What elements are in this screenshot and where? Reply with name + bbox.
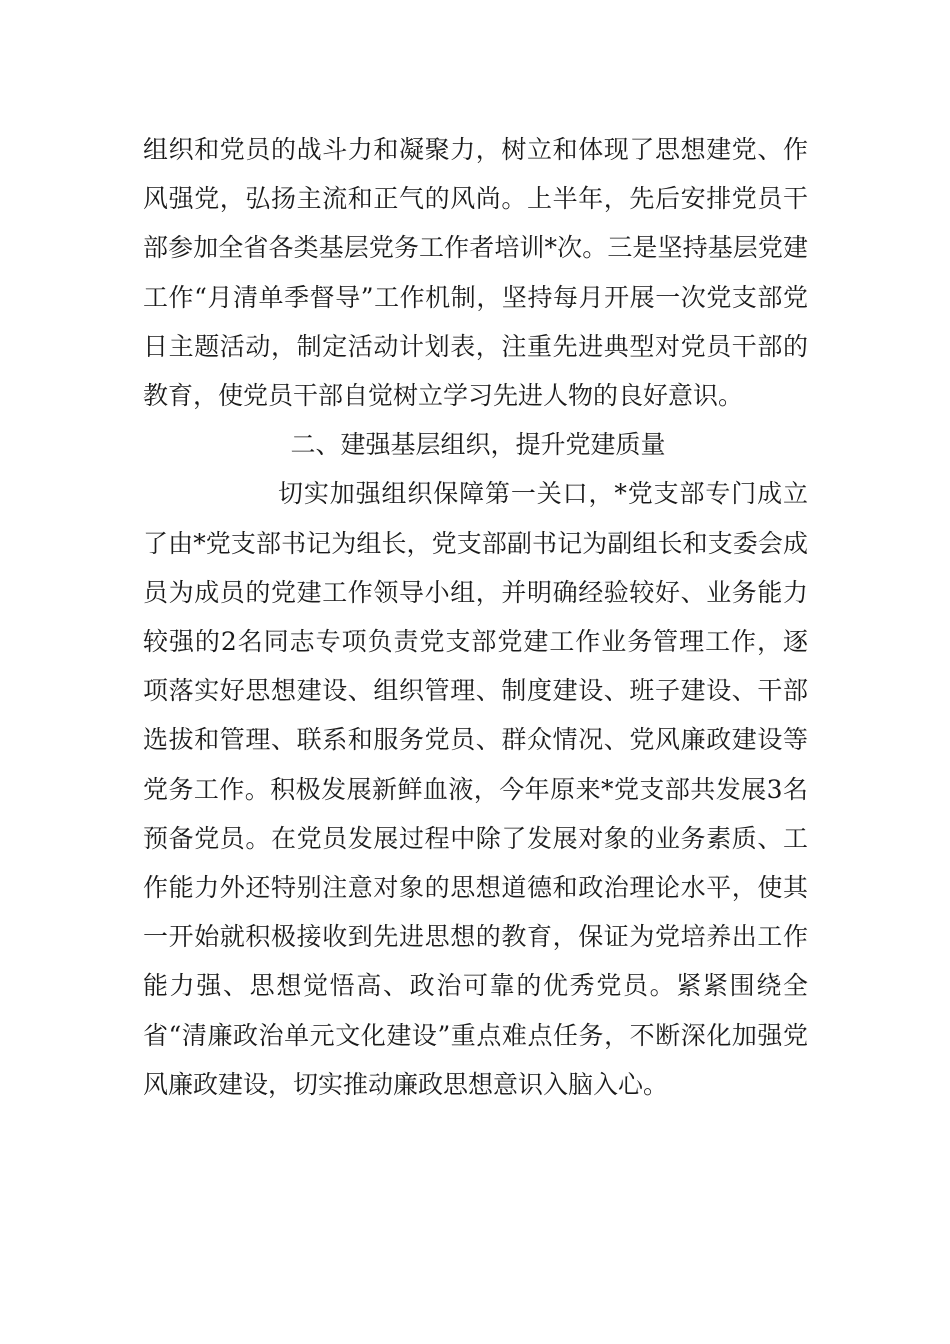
paragraph-body: 切实加强组织保障第一关口，*党支部专门成立了由*党支部书记为组长，党支部副书记为副组长和支委会成员为成员的党建工作领导小组，并明确经验较好、业务能力较强的2名同志专项负责党支部党建工作业务管理工作，逐项落实好思想建设、组织管理、制度建设、班子建设、干部选拔和管理、联系和服务党员、群众情况、党风廉政建设等党务工作。积极发展新鲜血液，今年原来*党支部共发展3名预备党员。在党员发展过程中除了发展对象的业务素质、工作能力外还特别注意对象的思想道德和政治理论水平，使其一开始就积极接收到先进思想的教育，保证为党培养出工作能力强、思想觉悟高、政治可靠的优秀党员。紧紧围绕全省“清廉政治单元文化建设”重点难点任务，不断深化加强党风廉政建设，切实推动廉政思想意识入脑入心。 — [143, 479, 808, 1099]
document-body — [143, 125, 808, 1109]
paragraph-continued: 组织和党员的战斗力和凝聚力，树立和体现了思想建党、作风强党，弘扬主流和正气的风尚。上半年，先后安排党员干部参加全省各类基层党务工作者培训*次。三是坚持基层党建工作“月清单季督导”工作机制，坚持每月开展一次党支部党日主题活动，制定活动计划表，注重先进典型对党员干部的教育，使党员干部自觉树立学习先进人物的良好意识。 — [143, 135, 808, 411]
section-heading: 二、建强基层组织，提升党建质量 — [290, 430, 666, 460]
